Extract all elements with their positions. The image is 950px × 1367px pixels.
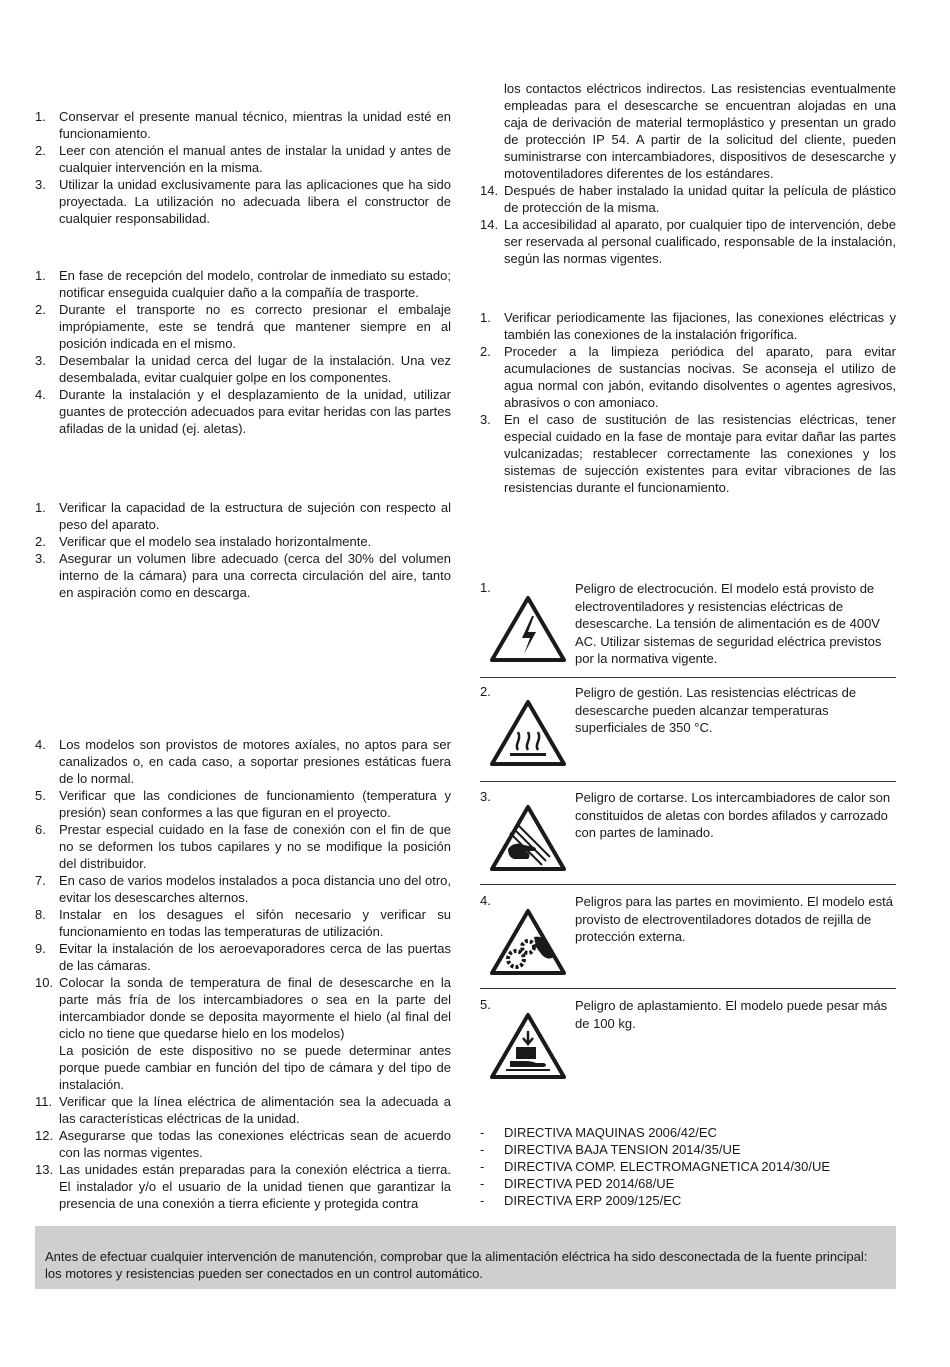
cutting-hazard-warning-icon bbox=[488, 803, 568, 873]
hazard-item-electrocution: 1. Peligro de electrocución. El modelo está provisto de electroventiladores y resistencias eléctricas de desescarche. La tensión de alimentación es de 400V AC. Utilizar sistemas de seguridad eléctrica previstos por la normativa vigente. bbox=[480, 580, 882, 666]
list-item: - DIRECTIVA PED 2014/68/UE bbox=[480, 1176, 675, 1191]
divider bbox=[480, 988, 896, 989]
list-item: 4. Durante la instalación y el desplazamiento de la unidad, utilizar guantes de protección adecuados para evitar heridas con las partes afiladas de la unidad (ej. aletas). bbox=[35, 387, 451, 436]
list-item: - DIRECTIVA MAQUINAS 2006/42/EC bbox=[480, 1125, 717, 1140]
crushing-hazard-warning-icon bbox=[488, 1011, 568, 1081]
list-item: 14. La accesibilidad al aparato, por cualquier tipo de intervención, debe ser reservada al personal cualificado, responsable de la instalación, según las normas vigentes. bbox=[480, 217, 896, 266]
list-item: 3. Desembalar la unidad cerca del lugar de la instalación. Una vez desembalada, evitar cualquier golpe en los componentes. bbox=[35, 353, 451, 385]
hazard-item-moving-parts: 4. Peligros para las partes en movimiento. El modelo está provisto de electroventiladores dotados de rejilla de protección externa. bbox=[480, 893, 896, 997]
maintenance-warning-box bbox=[35, 1226, 896, 1289]
list-item: La posición de este dispositivo no se puede determinar antes porque puede cambiar en función del tipo de cámara y del tipo de instalación. bbox=[59, 1043, 451, 1092]
directives-list bbox=[480, 1124, 830, 1209]
list-item: 14. Después de haber instalado la unidad quitar la película de plástico de protección de la misma. bbox=[480, 183, 896, 215]
post-install-list bbox=[480, 182, 896, 267]
transport-instructions-list bbox=[35, 267, 451, 437]
list-item: 5. Verificar que las condiciones de funcionamiento (temperatura y presión) sean conformes a las que figuran en el proyecto. bbox=[35, 788, 451, 820]
hazard-item-cutting: 3. Peligro de cortarse. Los intercambiadores de calor son constituidos de aletas con bordes afilados y carrozado con partes de laminado. bbox=[480, 789, 896, 893]
list-item: - DIRECTIVA COMP. ELECTROMAGNETICA 2014/30/UE bbox=[480, 1159, 831, 1174]
hazard-item-hot-surface: 2. Peligro de gestión. Las resistencias eléctricas de desescarche pueden alcanzar temperaturas superficiales de 350 °C. bbox=[480, 684, 896, 788]
list-item: 3. Asegurar un volumen libre adecuado (cerca del 30% del volumen interno de la cámara) para una correcta circulación del aire, tanto en aspiración como en descarga. bbox=[35, 551, 451, 600]
list-item: 6. Prestar especial cuidado en la fase de conexión con el fin de que no se deformen los tubos capilares y no se modifique la posición del distribuidor. bbox=[35, 822, 451, 871]
list-item: 1. Verificar periodicamente las fijaciones, las conexiones eléctricas y también las conexiones de la instalación frigorífica. bbox=[480, 310, 896, 342]
connection-instructions-list bbox=[35, 736, 451, 1212]
divider bbox=[480, 884, 896, 885]
hot-surface-warning-icon bbox=[488, 698, 568, 768]
list-item: 8. Instalar en los desagues el sifón necesario y verificar su funcionamiento en todas las temperaturas de utilización. bbox=[35, 907, 451, 939]
grounding-continuation-text: los contactos eléctricos indirectos. Las resistencias eventualmente empleadas para el desescarche se encuentran alojadas en una caja de derivación de material termoplástico y presentan un grado de protección IP 54. A partir de la solicitud del cliente, pueden suministrarse con intercambiadores, dispositivos de desescarche y motoventiladores diferentes de los estándares. bbox=[504, 81, 896, 181]
list-item: 1. Conservar el presente manual técnico, mientras la unidad esté en funcionamiento. bbox=[35, 109, 451, 141]
moving-parts-warning-icon bbox=[488, 907, 568, 977]
list-item: 9. Evitar la instalación de los aeroevaporadores cerca de las puertas de las cámaras. bbox=[35, 941, 451, 973]
list-item: 3. En el caso de sustitución de las resistencias eléctricas, tener especial cuidado en la fase de montaje para evitar dañar las partes vulcanizadas; restablecer correctamente las conexiones y los sistemas de sujección existentes para evitar vibraciones de las resistencias durante el funcionamiento. bbox=[480, 412, 896, 495]
list-item: - DIRECTIVA BAJA TENSION 2014/35/UE bbox=[480, 1142, 741, 1157]
list-item-continuation: 11. Verificar que la línea eléctrica de alimentación sea la adecuada a las características eléctricas de la unidad. bbox=[35, 1094, 451, 1126]
installation-instructions-list bbox=[35, 499, 451, 601]
hazard-item-crushing: 5. Peligro de aplastamiento. El modelo puede pesar más de 100 kg. bbox=[480, 997, 896, 1101]
list-item: - DIRECTIVA ERP 2009/125/EC bbox=[480, 1193, 682, 1208]
usage-instructions-list bbox=[35, 108, 451, 227]
divider bbox=[480, 677, 896, 678]
divider bbox=[480, 781, 896, 782]
list-item: 1. Verificar la capacidad de la estructura de sujeción con respecto al peso del aparato. bbox=[35, 500, 451, 532]
electrocution-warning-icon bbox=[488, 594, 568, 664]
list-item: 2. Proceder a la limpieza periódica del aparato, para evitar acumulaciones de sustancias nocivas. Se aconseja el utilizo de agua normal con jabón, evitando disolventes o agentes agresivos, abrasivos o con amoniaco. bbox=[480, 344, 896, 410]
list-item: 2. Durante el transporte no es correcto presionar el embalaje imprópiamente, este se tendrá que mantener siempre en al posición indicada en el mismo. bbox=[35, 302, 451, 351]
list-item: 1. En fase de recepción del modelo, controlar de inmediato su estado; notificar enseguida cualquier daño a la compañía de trasporte. bbox=[35, 268, 451, 300]
list-item: 12. Asegurarse que todas las conexiones eléctricas sean de acuerdo con las normas vigentes. bbox=[35, 1128, 451, 1160]
maintenance-warning-text: Antes de efectuar cualquier intervención de manutención, comprobar que la alimentación eléctrica ha sido desconectada de la fuente principal: los motores y resistencias pueden ser conectados en un control automático. bbox=[45, 1249, 868, 1281]
list-item: 13. Las unidades están preparadas para la conexión eléctrica a tierra. El instalador y/o el usuario de la unidad tienen que garantizar la presencia de una conexión a tierra eficiente y protegida contra bbox=[35, 1162, 451, 1211]
list-item: 2. Leer con atención el manual antes de instalar la unidad y antes de cualquier intervención en la misma. bbox=[35, 143, 451, 175]
list-item: 2. Verificar que el modelo sea instalado horizontalmente. bbox=[35, 534, 372, 549]
list-item: 10. Colocar la sonda de temperatura de final de desescarche en la parte más fría de los intercambiadores o sea en la parte del intercambiador donde se deposita mayormente el hielo (al final del ciclo no tiene que quedarse hielo en los modelos) bbox=[35, 975, 451, 1041]
maintenance-list bbox=[480, 309, 896, 496]
list-item: 3. Utilizar la unidad exclusivamente para las aplicaciones que ha sido proyectada. La utilización no adecuada libera el constructor de cualquier responsabilidad. bbox=[35, 177, 451, 226]
list-item: 7. En caso de varios modelos instalados a poca distancia uno del otro, evitar los desescarches alternos. bbox=[35, 873, 451, 905]
list-item: 4. Los modelos son provistos de motores axíales, no aptos para ser canalizados o, en cada caso, a soportar presiones estáticas fuera de lo normal. bbox=[35, 737, 451, 786]
